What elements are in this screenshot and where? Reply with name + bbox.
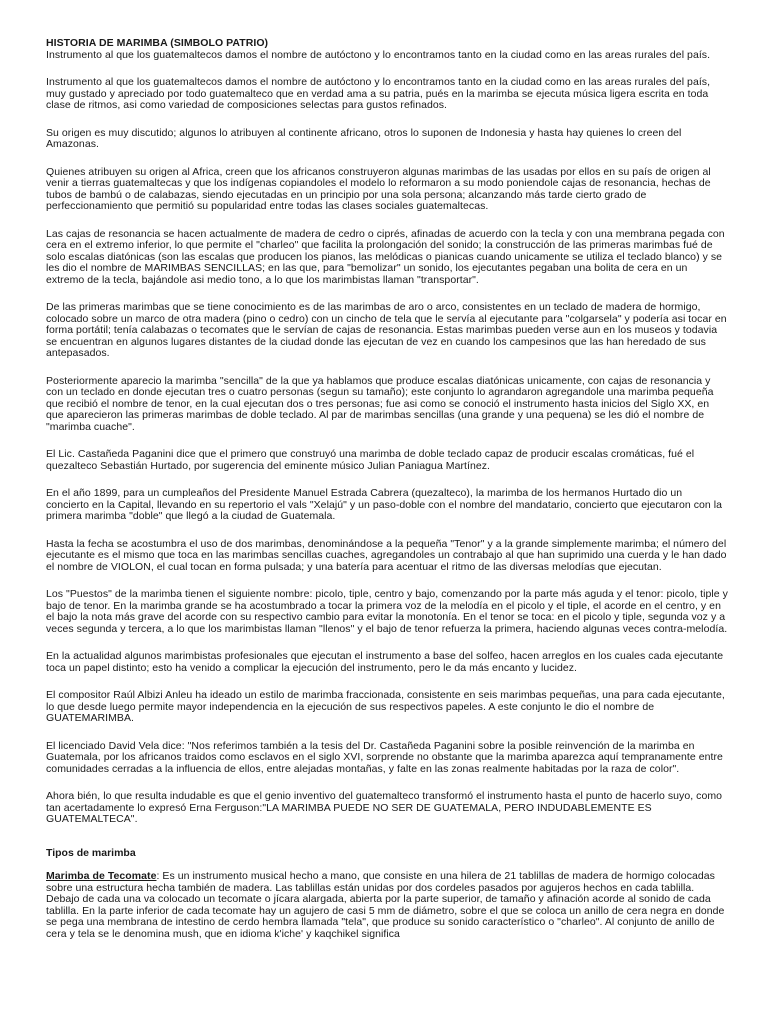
paragraph: Ahora bién, lo que resulta indudable es que el genio inventivo del guatemalteco transformó el instrumento hasta el punto de hacerlo suyo, como tan acertadamente lo expresó Erna Ferguson:"LA MARIMBA PUEDE NO SER DE GUATEMALA, PERO INDUDABLEMENTE ES GUATEMALTECA".	[46, 790, 723, 825]
paragraph: Posteriormente aparecio la marimba "sencilla" de la que ya hablamos que produce escalas diatónicas unicamente, con cajas de resonancia y con un teclado en donde ejecutan tres o cuatro personas (segun su tamaño); este conjunto lo agrandaron agregandole una marimba pequeña que recibió el nombre de tenor, en la cual ejecutan dos o tres personas; fue asi como se conoció el instrumento hasta inicios del Siglo XX, en que aparecieron las primeras marimbas de doble teclado. Al par de marimbas sencillas (una grande y una pequena) se les dió el nombre de "marimba cuache".	[46, 374, 714, 433]
paragraph: En la actualidad algunos marimbistas profesionales que ejecutan el instrumento a base del solfeo, hacen arreglos en los cuales cada ejecutante toca un papel distinto; esto ha venido a complicar la ejecución del instrumento, pero le da más encanto y lucidez.	[46, 650, 724, 674]
paragraph: Hasta la fecha se acostumbra el uso de dos marimbas, denominándose a la pequeña "Tenor" y a la grande simplemente marimba; el número del ejecutante es el mismo que toca en las marimbas sencillas cuaches, agregandoles un contrabajo al que han suprimido una cuerda y le han dado el nombre de VIOLON, el cual tocan en forma pulsada; y una batería para acentuar el ritmo de las diversas melodías que ejecutan.	[46, 537, 727, 573]
document-title: HISTORIA DE MARIMBA (SIMBOLO PATRIO)	[46, 37, 269, 49]
tecomate-paragraph	[46, 871, 728, 940]
paragraph: El compositor Raúl Albizi Anleu ha ideado un estilo de marimba fraccionada, consistente en seis marimbas pequeñas, una para cada ejecutante, lo que desde luego permite mayor independencia en la ejecución de sus respectivos papeles. A este conjunto le dio el nombre de GUATEMARIMBA.	[46, 689, 725, 724]
paragraph: En el año 1899, para un cumpleaños del Presidente Manuel Estrada Cabrera (quezalteco), la marimba de los hermanos Hurtado dio un concierto en la Capital, llevando en su repertorio el vals "Xelajú" y un paso-doble con el nombre del mandatario, concierto que ejecutaron con la primera marimba "doble" que llegó a la ciudad de Guatemala.	[46, 487, 723, 522]
paragraph: Las cajas de resonancia se hacen actualmente de madera de cedro o ciprés, afinadas de acuerdo con la tecla y con una membrana pegada con cera en el extremo inferior, lo que permite el "charleo" que facilita la prolongación del sonido; la construcción de las primeras marimbas fué de solo escalas diatónicas (son las escalas que producen los pianos, las melódicas o pianicas cuando unicamente se utiliza el teclado blanco) y se les dio el nombre de MARIMBAS SENCILLAS; en las que, para "bemolizar" un sonido, los ejecutantes pegaban una bolita de cera en un extremo de la tecla, bajándole asi medio tono, a lo que los marimbistas llaman "transportar".	[46, 227, 725, 286]
intro-text: Instrumento al que los guatemaltecos damos el nombre de autóctono y lo encontramos tanto en la ciudad como en las areas rurales del país.	[46, 48, 711, 61]
paragraph: Quienes atribuyen su origen al Africa, creen que los africanos construyeron algunas marimbas de las usadas por ellos en su país de origen al venir a tierras guatemaltecas y que los indígenas copiandoles el modelo lo reformaron a su modo poniendole cajas de resonancia, hechas de tubos de bambú o de calabazas, siendo ejecutadas en un principio por una sola persona; alcanzando más tarde cierto grado de perfeccionamiento que permitió su popularidad entre todas las clases sociales guatemaltecas.	[46, 165, 711, 212]
paragraph: De las primeras marimbas que se tiene conocimiento es de las marimbas de aro o arco, consistentes en un teclado de madera de hormigo, colocado sobre un marco de otra madera (pino o cedro) con un cincho de tela que le servía al ejecutante para "colgarsela" y podería asi tocar en forma portátil; tenía calabazas o tecomates que le servían de cajas de resonancia. Estas marimbas pueden verse aun en los museos y todavia se encuentran en algunos lugares distantes de la ciudad donde las ejecutan de vez en cuando los campesinos que las han heredado de sus antepasados.	[46, 301, 727, 359]
paragraph: Su origen es muy discutido; algunos lo atribuyen al continente africano, otros lo suponen de Indonesia y hasta hay quienes lo creen del Amazonas.	[46, 126, 682, 150]
section-title: Tipos de marimba	[46, 846, 136, 859]
tecomate-term: Marimba de Tecomate	[46, 870, 157, 882]
tecomate-text: : Es un instrumento musical hecho a mano, que consiste en una hilera de 21 tablillas de madera de hormigo colocadas sobre una estructura hecha también de madera. Las tablillas están unidas por dos cordeles pasados por agujeros hechos en cada tablilla. Debajo de cada una va colocado un tecomate o jícara alargada, abierta por la parte superior, de tamaño y afinación acorde al sonido de cada tablilla. En la parte inferior de cada tecomate hay un agujero de casi 5 mm de diámetro, sobre el que se coloca un anillo de cera negra en donde se pega una membrana de intestino de cerdo hembra llamada "tela", que produce su sonido característico o "charleo". Al conjunto de anillo de cera y tela se le denomina mush, que en idioma k'iche' y kaqchikel significa	[46, 870, 725, 940]
paragraph: El Lic. Castañeda Paganini dice que el primero que construyó una marimba de doble teclado capaz de producir escalas cromáticas, fué el quezalteco Sebastián Hurtado, por sugerencia del eminente músico Julian Paniagua Martínez.	[46, 448, 695, 472]
paragraph: El licenciado David Vela dice: "Nos referimos también a la tesis del Dr. Castañeda Paganini sobre la posible reinvención de la marimba en Guatemala, por los africanos traidos como esclavos en el siglo XVI, sorprende no obstante que la marimba aparezca aquí tempranamente entre comunidades cerradas a la influencia de ellos, entre alejadas montañas, y falte en las zonas realmente habitadas por la raza de color".	[46, 739, 723, 775]
paragraph: Los "Puestos" de la marimba tienen el siguiente nombre: picolo, tiple, centro y bajo, comenzando por la parte más aguda y el tenor: picolo, tiple y bajo de tenor. En la marimba grande se ha acostumbrado a tocar la primera voz de la melodía en el picolo y el tiple, el acorde en el centro, y en el bajo la nota más grave del acorde con su respectivo cambio para evitar la monotonía. En el tenor se toca: en el picolo y tiple, segunda voz y a veces segunda y tercera, a lo que los marimbistas llaman "llenos" y el bajo de tenor refuerza la primera, haciendo algunas veces contra-melodía.	[46, 588, 728, 635]
paragraph: Instrumento al que los guatemaltecos damos el nombre de autóctono y lo encontramos tanto en la ciudad como en las areas rurales del país, muy gustado y apreciado por todo guatemalteco que en verdad ama a su patria, pués en la marimba se ejecuta música ligera escrita en toda clase de ritmos, asi como variedad de composiciones selectas para gustos refinados.	[46, 76, 711, 111]
intro-paragraph	[46, 38, 728, 61]
